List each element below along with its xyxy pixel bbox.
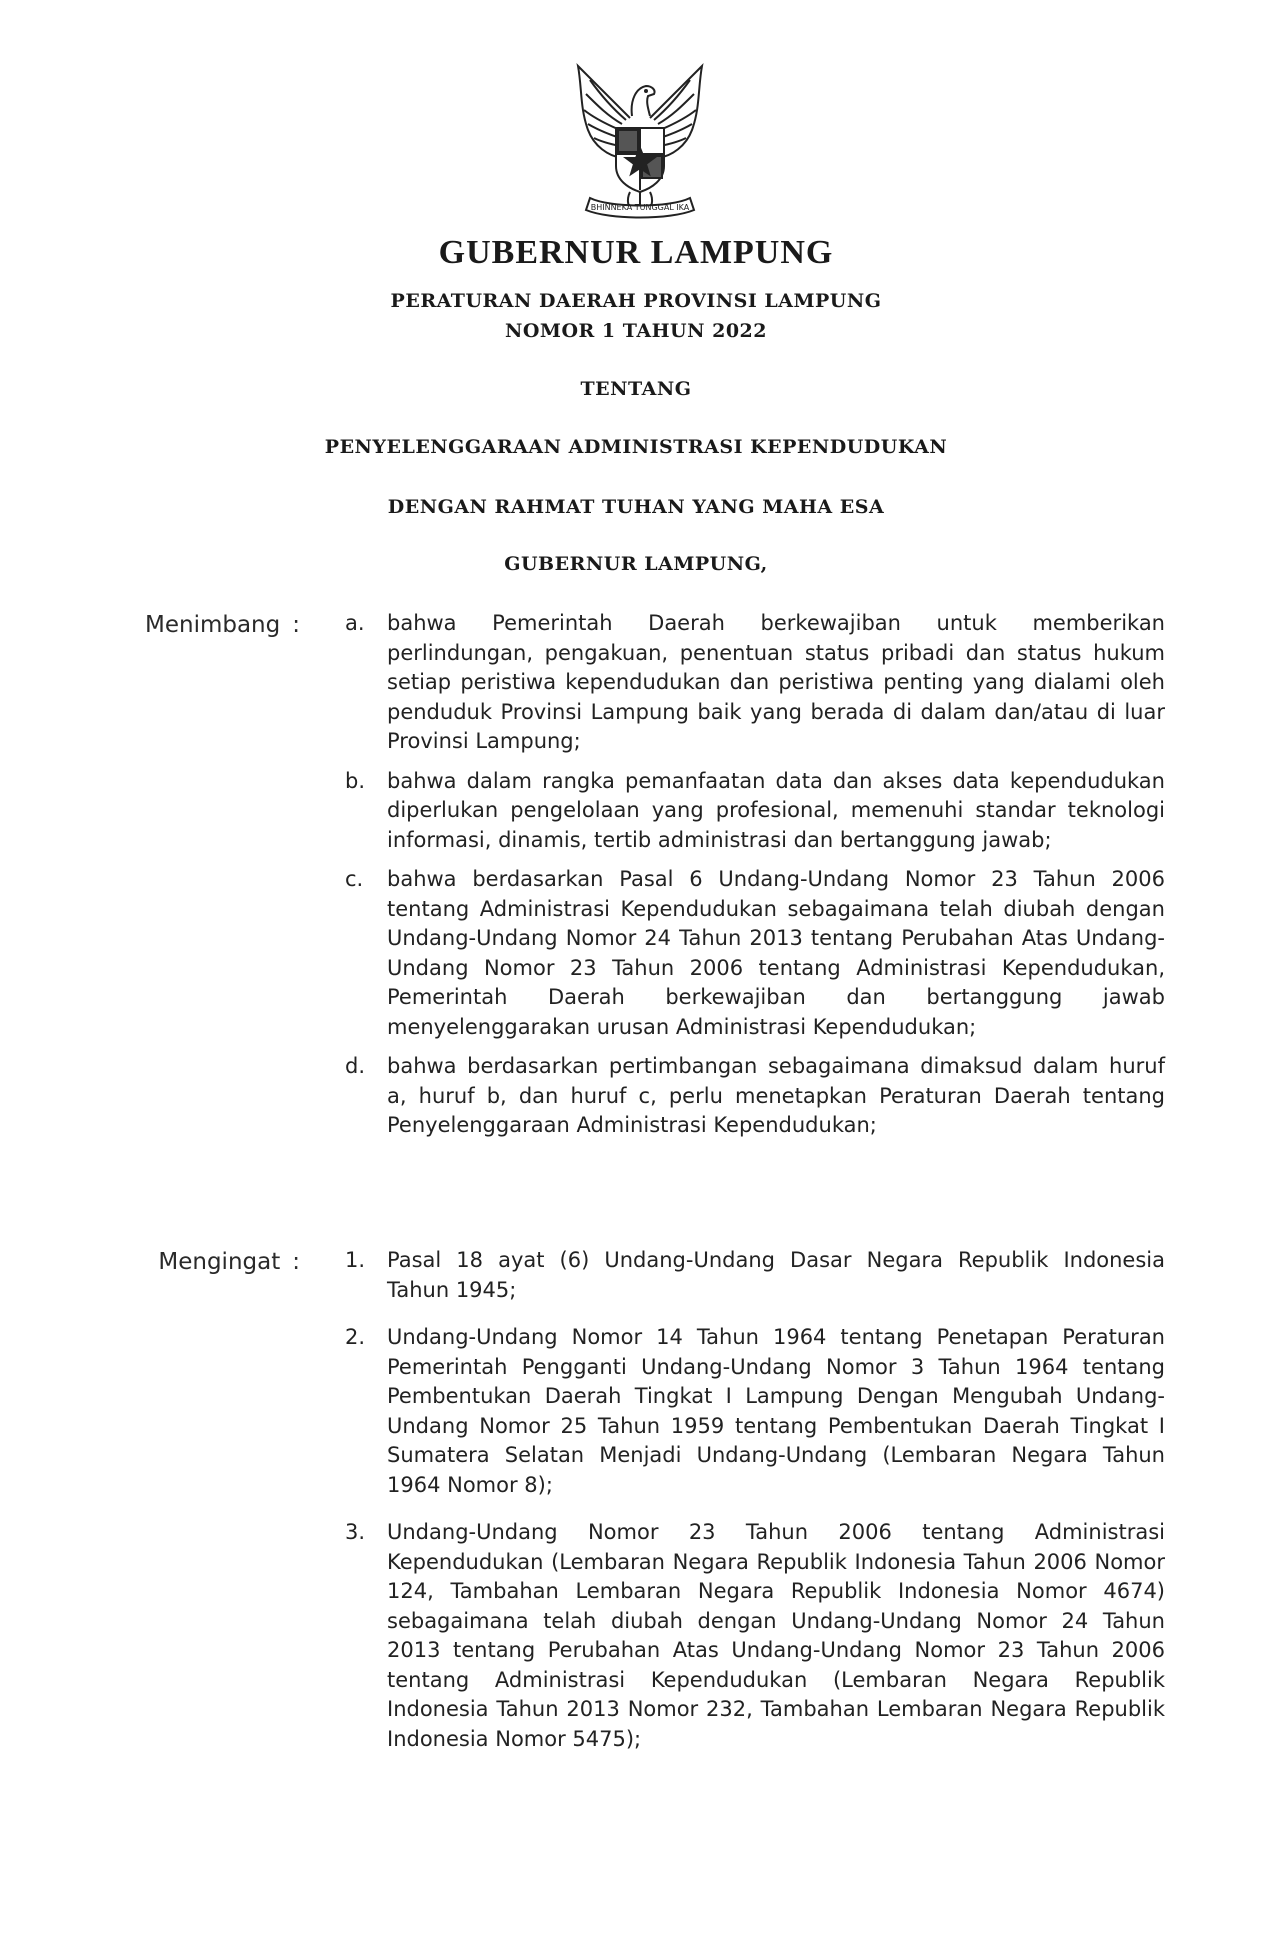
- blessing-line: DENGAN RAHMAT TUHAN YANG MAHA ESA: [387, 496, 885, 518]
- mengingat-list: [345, 1246, 1165, 1772]
- item-marker: 1.: [345, 1248, 366, 1272]
- regulation-subject: PENYELENGGARAAN ADMINISTRASI KEPENDUDUKAN: [324, 436, 948, 458]
- issuer-line: GUBERNUR LAMPUNG,: [504, 553, 768, 575]
- menimbang-label-text: Menimbang: [145, 612, 281, 638]
- list-item: [345, 1246, 1165, 1305]
- list-item: [345, 865, 1165, 1042]
- item-marker: b.: [345, 768, 366, 793]
- item-text: bahwa berdasarkan pertimbangan sebagaimana dimaksud dalam huruf a, huruf b, dan huruf c, perlu menetapkan Peraturan Daerah tentang Penyelenggaraan Administrasi Kependudukan;: [387, 1054, 1165, 1137]
- list-item: [345, 1323, 1165, 1500]
- about-heading: TENTANG: [580, 378, 692, 400]
- item-text: bahwa Pemerintah Daerah berkewajiban untuk memberikan perlindungan, pengakuan, penentuan status pribadi dan status hukum setiap peristiwa kependudukan dan peristiwa penting yang dialami oleh penduduk Provinsi Lampung baik yang berada di dalam dan/atau di luar Provinsi Lampung;: [387, 611, 1165, 753]
- page-title: GUBERNUR LAMPUNG: [438, 234, 834, 271]
- item-text: Undang-Undang Nomor 14 Tahun 1964 tentang Penetapan Peraturan Pemerintah Pengganti Undang-Undang Nomor 3 Tahun 1964 tentang Pembentukan Daerah Tingkat I Lampung Dengan Mengubah Undang-Undang Nomor 25 Tahun 1959 tentang Pembentukan Daerah Tingkat I Sumatera Selatan Menjadi Undang-Undang (Lembaran Negara Tahun 1964 Nomor 8);: [387, 1325, 1165, 1497]
- menimbang-list: [345, 609, 1165, 1151]
- item-marker: 3.: [345, 1520, 366, 1544]
- list-item: [345, 1518, 1165, 1754]
- item-text: bahwa berdasarkan Pasal 6 Undang-Undang Nomor 23 Tahun 2006 tentang Administrasi Kependudukan sebagaimana telah diubah dengan Undang-Undang Nomor 24 Tahun 2013 tentang Perubahan Atas Undang-Undang Nomor 23 Tahun 2006 tentang Administrasi Kependudukan, Pemerintah Daerah berkewajiban dan bertanggung jawab menyelenggarakan urusan Administrasi Kependudukan;: [387, 867, 1165, 1039]
- item-marker: c.: [345, 867, 364, 891]
- list-item: [345, 1052, 1165, 1141]
- item-marker: a.: [345, 611, 365, 635]
- list-item: [345, 609, 1165, 757]
- emblem-motto: BHINNEKA TUNGGAL IKA: [590, 203, 690, 212]
- regulation-number: NOMOR 1 TAHUN 2022: [505, 320, 767, 342]
- mengingat-colon: :: [292, 1249, 300, 1275]
- menimbang-label: [100, 612, 300, 638]
- item-text: Pasal 18 ayat (6) Undang-Undang Dasar Negara Republik Indonesia Tahun 1945;: [387, 1248, 1165, 1302]
- item-marker: 2.: [345, 1325, 366, 1349]
- garuda-emblem-icon: [560, 58, 720, 228]
- item-text: Undang-Undang Nomor 23 Tahun 2006 tentang Administrasi Kependudukan (Lembaran Negara Republik Indonesia Tahun 2006 Nomor 124, Tambahan Lembaran Negara Republik Indonesia Nomor 4674) sebagaimana telah diubah dengan Undang-Undang Nomor 24 Tahun 2013 tentang Perubahan Atas Undang-Undang Nomor 23 Tahun 2006 tentang Administrasi Kependudukan (Lembaran Negara Republik Indonesia Tahun 2013 Nomor 232, Tambahan Lembaran Negara Republik Indonesia Nomor 5475);: [387, 1520, 1165, 1751]
- mengingat-label: [100, 1249, 300, 1275]
- list-item: [345, 767, 1165, 856]
- item-text: bahwa dalam rangka pemanfaatan data dan akses data kependudukan diperlukan pengelolaan yang profesional, memenuhi standar teknologi informasi, dinamis, tertib administrasi dan bertanggung jawab;: [387, 768, 1165, 852]
- item-marker: d.: [345, 1054, 366, 1078]
- mengingat-label-text: Mengingat: [158, 1249, 281, 1275]
- regulation-type: PERATURAN DAERAH PROVINSI LAMPUNG: [390, 290, 882, 312]
- menimbang-colon: :: [292, 612, 300, 638]
